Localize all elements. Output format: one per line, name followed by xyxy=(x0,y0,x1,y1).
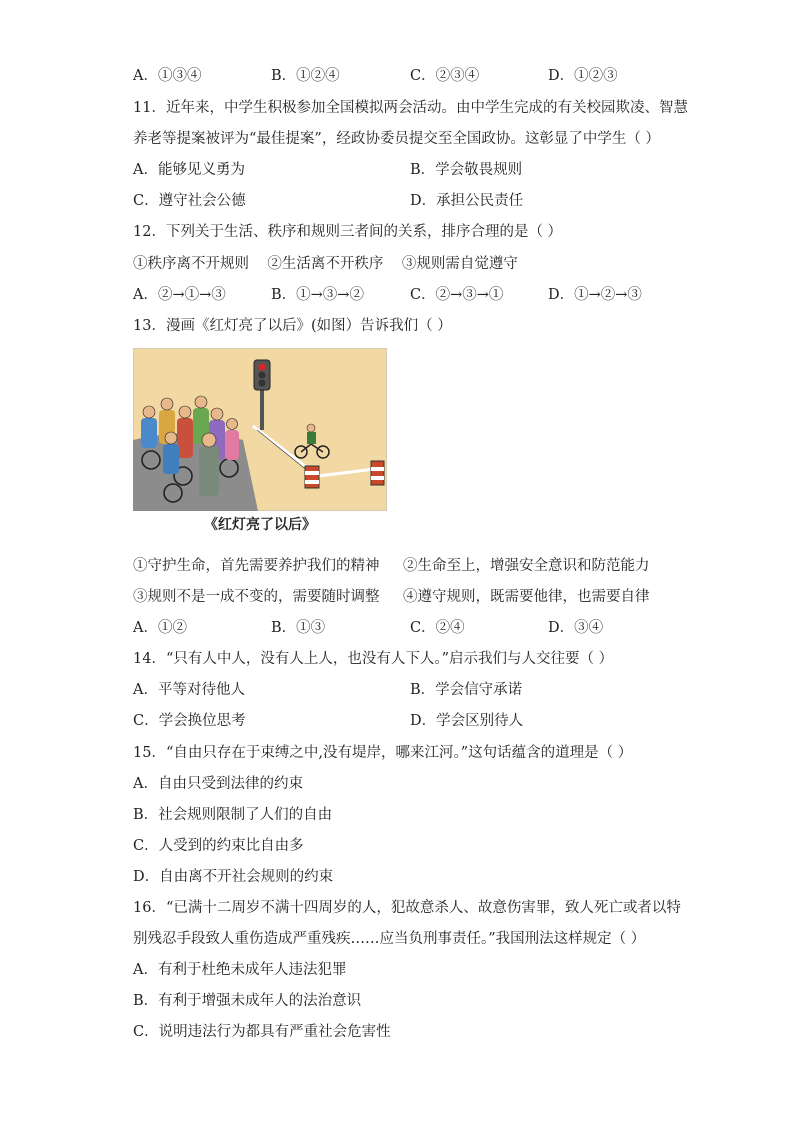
q10-option-c: C．②③④ xyxy=(410,68,480,84)
q12-option-d: D．①→②→③ xyxy=(548,287,642,303)
q11-stem-line2: 养老等提案被评为“最佳提案”，经政协委员提交至全国政协。这彰显了中学生（ ） xyxy=(133,131,660,147)
cartoon-caption: 《红灯亮了以后》 xyxy=(204,517,316,533)
q12-option-c: C．②→③→① xyxy=(410,287,504,303)
q14-option-d: D．学会区别待人 xyxy=(410,713,524,729)
q16-option-c: C．说明违法行为都具有严重社会危害性 xyxy=(133,1024,391,1040)
q11-options-row2 xyxy=(133,191,693,211)
q14-option-a: A．平等对待他人 xyxy=(133,682,245,698)
q14-options-row2 xyxy=(133,711,693,731)
q13-option-a: A．①② xyxy=(133,620,187,636)
q14-options-row1 xyxy=(133,680,693,700)
q12-option-b: B．①→③→② xyxy=(271,287,364,303)
q11-option-c: C．遵守社会公德 xyxy=(133,193,246,209)
q10-option-a: A．①③④ xyxy=(133,68,202,84)
q16-stem-line1: 16．“已满十二周岁不满十四周岁的人，犯故意杀人、故意伤害罪，致人死亡或者以特 xyxy=(133,900,681,916)
q16-stem-line2: 别残忍手段致人重伤造成严重残疾……应当负刑事责任。”我国刑法这样规定（ ） xyxy=(133,931,646,947)
q12-stem: 12．下列关于生活、秩序和规则三者间的关系，排序合理的是（ ） xyxy=(133,224,563,240)
barrier-post-left xyxy=(305,466,319,488)
q13-statement-2: ②生命至上，增强安全意识和防范能力 xyxy=(403,558,650,574)
q16-option-a: A．有利于杜绝未成年人违法犯罪 xyxy=(133,962,347,978)
q10-option-b: B．①②④ xyxy=(271,68,340,84)
q15-option-d: D．自由离不开社会规则的约束 xyxy=(133,869,334,885)
q11-option-a: A．能够见义勇为 xyxy=(133,162,245,178)
q11-stem-line1: 11．近年来，中学生积极参加全国模拟两会活动。由中学生完成的有关校园欺凌、智慧 xyxy=(133,100,688,116)
q11-options-row1 xyxy=(133,160,693,180)
q14-option-c: C．学会换位思考 xyxy=(133,713,246,729)
q13-option-b: B．①③ xyxy=(271,620,326,636)
red-light-cartoon-image xyxy=(133,348,387,511)
q13-stem: 13．漫画《红灯亮了以后》(如图）告诉我们（ ） xyxy=(133,318,452,334)
q13-statement-3: ③规则不是一成不变的，需要随时调整 xyxy=(133,589,380,605)
q12-options xyxy=(133,285,693,305)
q15-option-a: A．自由只受到法律的约束 xyxy=(133,776,303,792)
q10-option-d: D．①②③ xyxy=(548,68,618,84)
q10-options xyxy=(133,66,693,86)
q15-option-c: C．人受到的约束比自由多 xyxy=(133,838,304,854)
q13-statement-4: ④遵守规则，既需要他律，也需要自律 xyxy=(403,589,650,605)
q13-statement-1: ①守护生命，首先需要养护我们的精神 xyxy=(133,558,380,574)
q13-options xyxy=(133,618,693,638)
q15-option-b: B．社会规则限制了人们的自由 xyxy=(133,807,333,823)
barrier-post-right xyxy=(371,461,384,485)
q11-option-d: D．承担公民责任 xyxy=(410,193,524,209)
q14-option-b: B．学会信守承诺 xyxy=(410,682,523,698)
q13-option-c: C．②④ xyxy=(410,620,465,636)
q14-stem: 14．“只有人中人，没有人上人，也没有人下人。”启示我们与人交往要（ ） xyxy=(133,651,614,667)
q13-option-d: D．③④ xyxy=(548,620,604,636)
q11-option-b: B．学会敬畏规则 xyxy=(410,162,523,178)
traffic-light-pole xyxy=(260,388,264,430)
q15-stem: 15．“自由只存在于束缚之中,没有堤岸，哪来江河。”这句话蕴含的道理是（ ） xyxy=(133,745,633,761)
q12-option-a: A．②→①→③ xyxy=(133,287,226,303)
q12-statements: ①秩序离不开规则 ②生活离不开秩序 ③规则需自觉遵守 xyxy=(133,256,518,272)
q16-option-b: B．有利于增强未成年人的法治意识 xyxy=(133,993,362,1009)
